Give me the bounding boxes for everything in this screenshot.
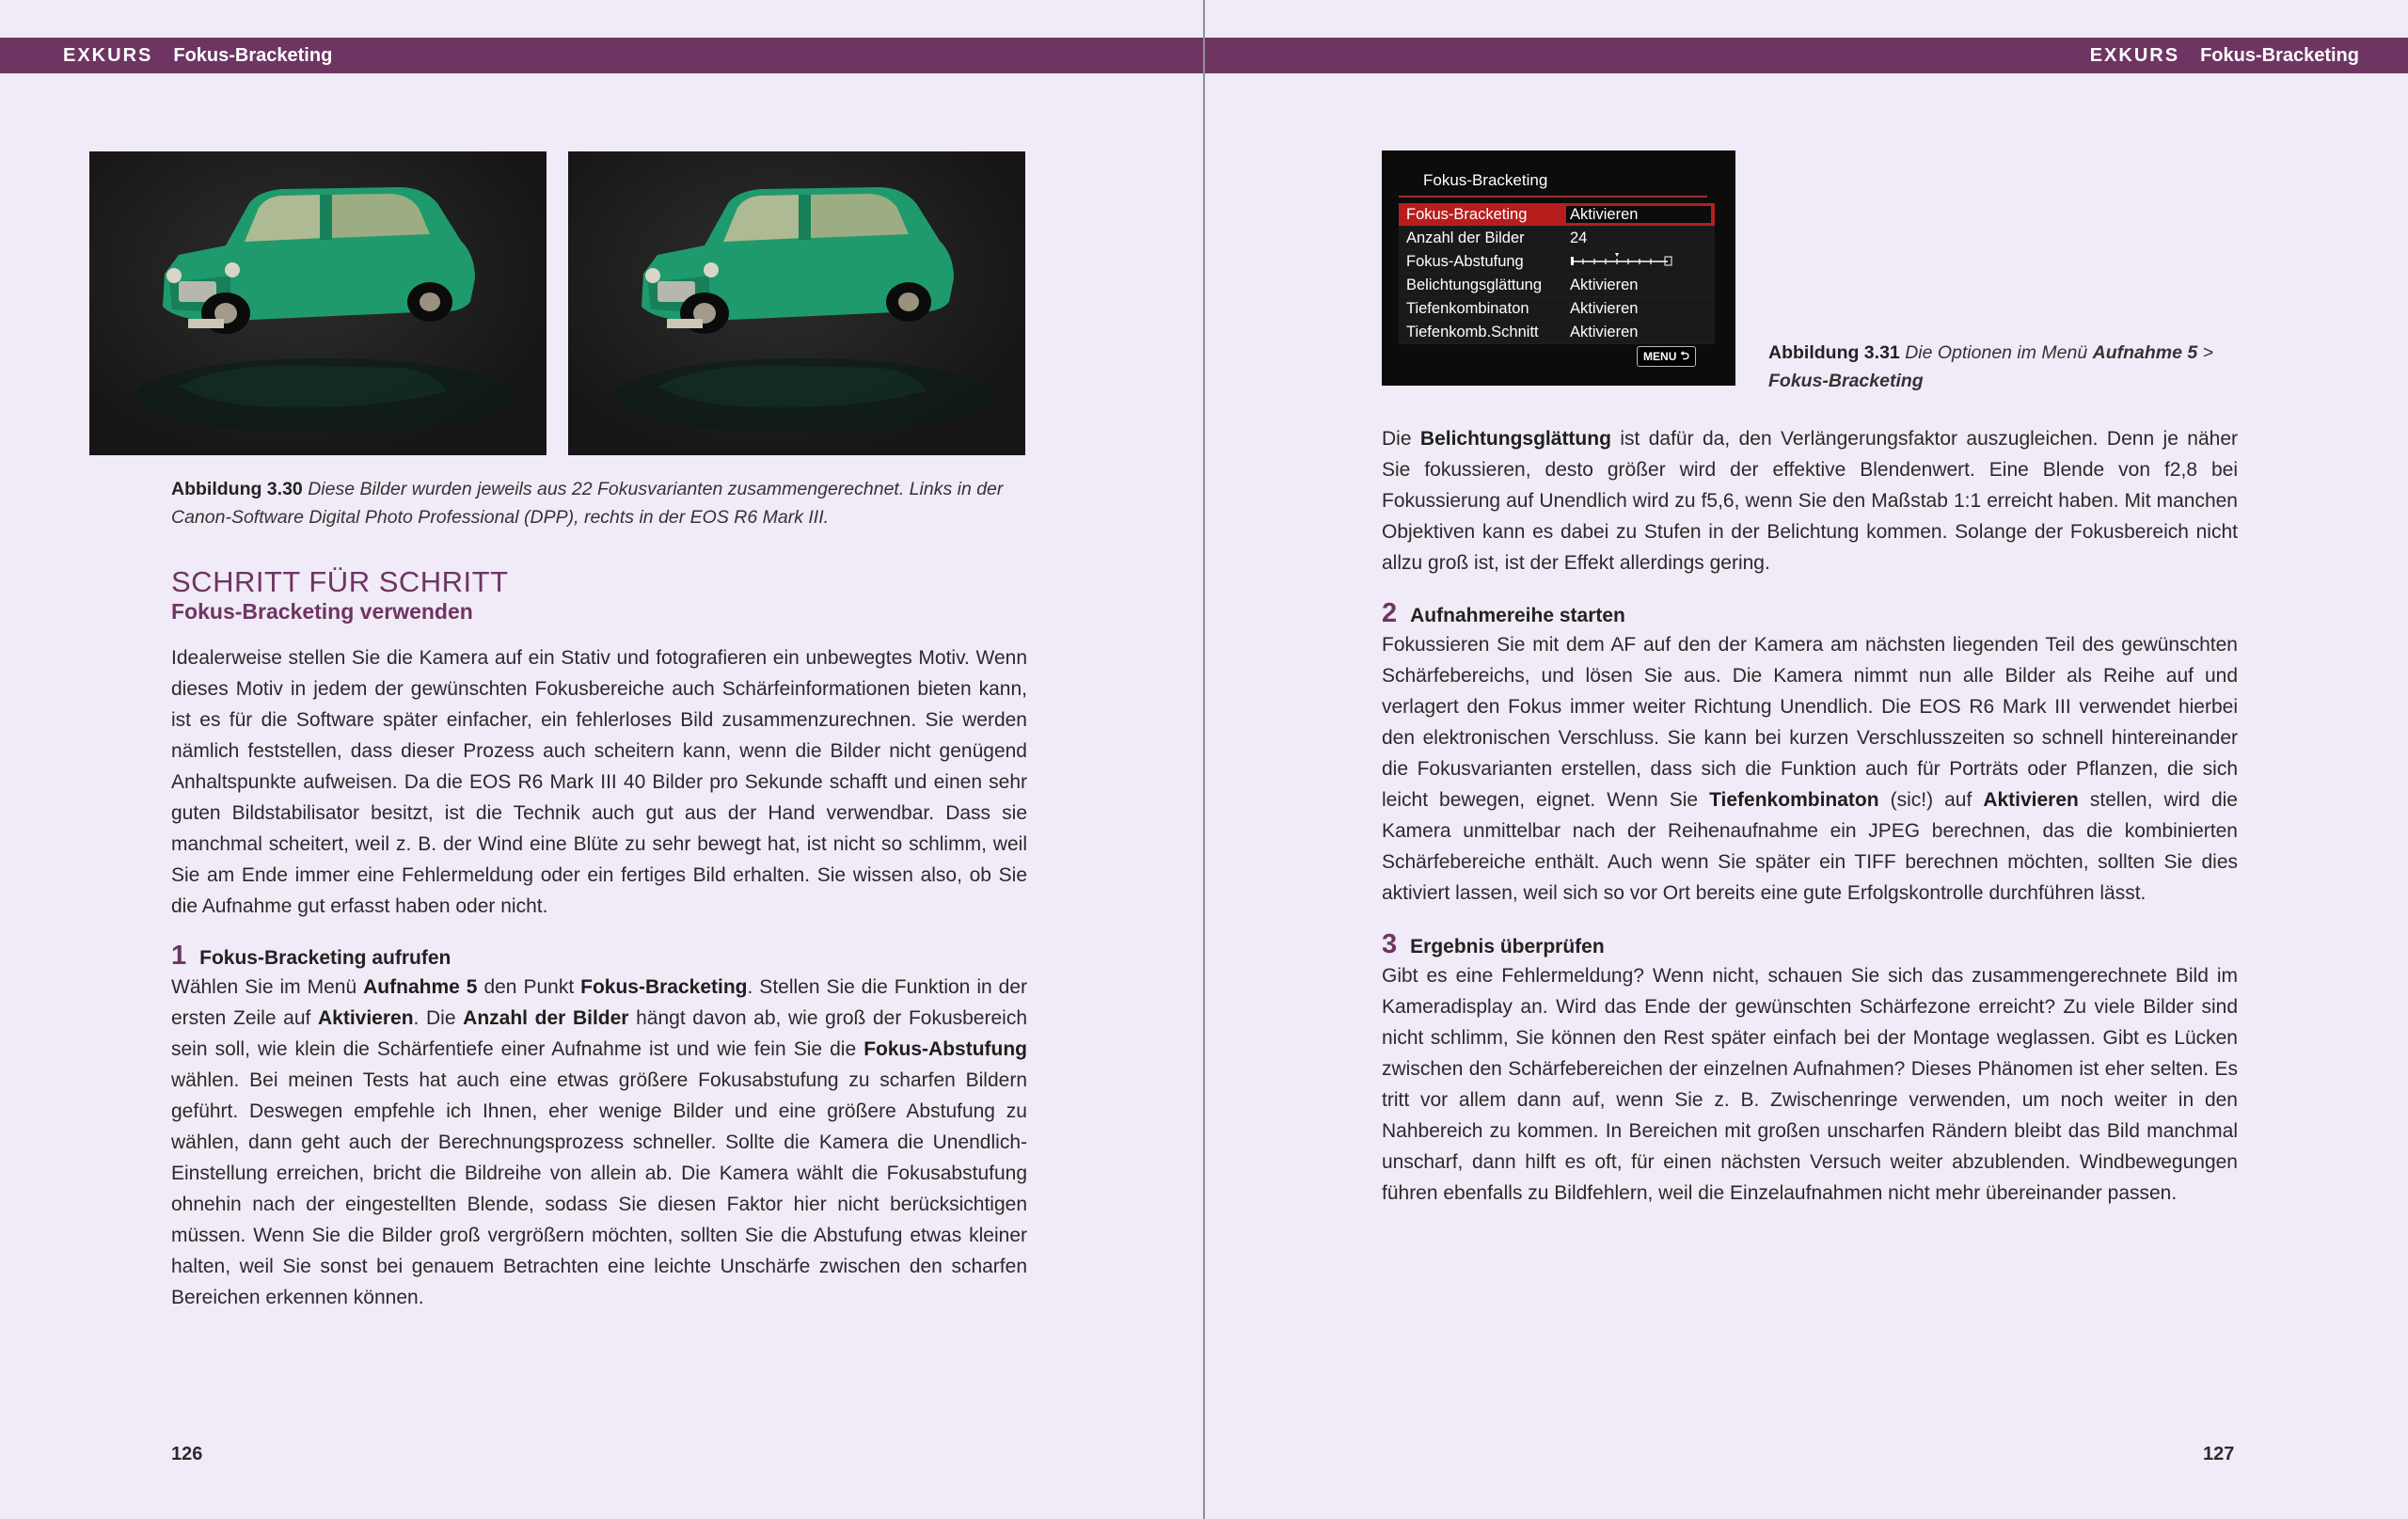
page-number-left: 126 [171,1444,203,1464]
figure-text: Diese Bilder wurden jeweils aus 22 Fokusvarianten zusammengerechnet. Links in der Canon-Software Digital Photo Professional (DPP), rechts in der EOS R6 Mark III. [171,479,1004,528]
step-2-heading [1382,598,2238,629]
camera-menu-screenshot [1382,150,1735,386]
figure-label: Abbildung 3.30 [171,479,303,499]
return-arrow-icon: ⮌ [1680,348,1689,362]
menu-row-depth-composite: Tiefenkombinaton Aktivieren [1399,297,1715,321]
green-toy-car-image [89,151,547,455]
menu-row-focus-increment: Fokus-Abstufung [1399,250,1715,274]
step-1-heading [171,941,1027,972]
step-2 [1382,598,2238,909]
car-photo-camera [568,151,1025,455]
header-topic: Fokus-Bracketing [173,44,333,66]
figure-label: Abbildung 3.31 [1768,342,1900,363]
step-1-title: Fokus-Bracketing aufrufen [199,947,452,969]
menu-title-rule [1399,196,1707,198]
step-2-title: Aufnahmereihe starten [1410,605,1625,626]
menu-row-depth-composite-crop: Tiefenkomb.Schnitt Aktivieren [1399,321,1715,344]
step-1-number: 1 [171,941,187,971]
exposure-smoothing-paragraph: Die Belichtungsglättung ist dafür da, den Verlängerungsfaktor auszugleichen. Denn je näher Sie fokussieren, desto größer wird der effektive Blendenwert. Eine Blende von f2,8 bei Fokussierung auf Unendlich wird zu f5,6, wenn Sie den Maßstab 1:1 erreicht haben. Mit manchen Objektiven kann es dabei zu Stufen in der Belichtung kommen. Solange der Fokusbereich nicht allzu groß ist, ist der Effekt allerdings gering. [1382,428,2238,574]
menu-row-focus-bracketing: Fokus-Bracketing Aktivieren [1399,203,1715,227]
step-3-number: 3 [1382,929,1398,959]
running-header-left [0,38,1203,73]
step-2-number: 2 [1382,598,1398,628]
left-page [0,0,1203,1519]
focus-increment-scale-icon [1566,252,1715,272]
menu-row-number-of-shots: Anzahl der Bilder 24 [1399,227,1715,250]
step-1 [171,941,1027,1313]
green-toy-car-image [568,151,1025,455]
intro-paragraph: Idealerweise stellen Sie die Kamera auf ein Stativ und fotografieren ein unbewegtes Motiv. Wenn dieses Motiv in jedem der gewünschten Fokusbereiche auch Schärfeinformationen bieten kann, ist es für die Software später einfacher, ein fehlerloses Bild zusammenzurechnen. Sie werden nämlich feststellen, dass dieser Prozess auch scheitern kann, wenn die Bilder nicht genügend Anhaltspunkte aufweisen. Da die EOS R6 Mark III 40 Bilder pro Sekunde schafft und einen sehr guten Bildstabilisator besitzt, ist die Technik auch gut aus der Hand verwendbar. Dass sie manchmal scheitert, weil z. B. der Wind eine Blüte zu sehr bewegt hat, ist nicht so schlimm, weil Sie am Ende immer eine Fehlermeldung oder ein fertiges Bild erhalten. Sie wissen also, ob Sie die Aufnahme gut erfasst haben oder nicht. [171,647,1027,917]
header-topic: Fokus-Bracketing [2200,44,2359,66]
menu-row-exposure-smoothing: Belichtungsglättung Aktivieren [1399,274,1715,297]
page-number-right: 127 [2203,1444,2235,1464]
section-title: SCHRITT FÜR SCHRITT [171,565,509,598]
step-3 [1382,929,2238,1209]
figure-caption-3-30 [171,475,1027,531]
step-3-heading [1382,929,2238,960]
header-kicker: EXKURS [2089,44,2180,66]
header-kicker: EXKURS [63,44,153,66]
step-2-text: Fokussieren Sie mit dem AF auf den der Kamera am nächsten liegenden Teil des gewünschten Schärfebereichs, und lösen Sie aus. Die Kamera nimmt nun alle Bilder als Reihe auf und verlagert den Fokus immer weiter Richtung Unendlich. Die EOS R6 Mark III verwendet hierbei den elektronischen Verschluss. Sie kann bei kurzen Verschlusszeiten so schnell hintereinander die Fokusvarianten erstellen, dass sich die Funktion auch für Porträts oder Pflanzen, die sich leicht bewegen, eignet. Wenn Sie Tiefenkombinaton (sic!) auf Aktivieren stellen, wird die Kamera unmittelbar nach der Reihenaufnahme ein JPEG berechnen, das die kombinierten Schärfebereiche enthält. Auch wenn Sie später ein TIFF berechnen möchten, sollten Sie dies aktiviert lassen, weil sich so vor Ort bereits eine gute Erfolgskontrolle durchführen lässt. [1382,634,2238,904]
menu-title: Fokus-Bracketing [1423,171,1548,189]
menu-rows [1399,203,1715,344]
right-page [1205,0,2408,1519]
section-subtitle: Fokus-Bracketing verwenden [171,599,473,624]
figure-text: Die Optionen im Menü Aufnahme 5 > Fokus-Bracketing [1768,342,2214,391]
car-photo-dpp [89,151,547,455]
step-1-text: Wählen Sie im Menü Aufnahme 5 den Punkt Fokus-Bracketing. Stellen Sie die Funktion in der ersten Zeile auf Aktivieren. Die Anzahl der Bilder hängt davon ab, wie groß der Fokusbereich sein soll, wie klein die Schärfentiefe einer Aufnahme ist und wie fein Sie die Fokus-Abstufung wählen. Bei meinen Tests hat auch eine etwas größere Fokusabstufung zu scharfen Bildern geführt. Deswegen empfehle ich Ihnen, eher wenige Bilder und eine größere Abstufung zu wählen, dann geht auch der Berechnungsprozess schneller. Sollte die Kamera die Unendlich-Einstellung erreichen, bricht die Bildreihe von allein ab. Die Kamera wählt die Fokusabstufung ohnehin nach der eingestellten Blende, sodass Sie diesen Faktor hier nicht berücksichtigen müssen. Wenn Sie die Bilder groß vergrößern möchten, sollten Sie die Abstufung etwas kleiner halten, weil Sie sonst bei genauem Betrachten eine leichte Unschärfe zwischen den scharfen Bereichen erkennen können. [171,976,1028,1308]
menu-back-button: MENU ⮌ [1637,346,1696,367]
figure-caption-3-31 [1768,339,2258,395]
step-3-text: Gibt es eine Fehlermeldung? Wenn nicht, schauen Sie sich das zusammengerechnete Bild im Kameradisplay an. Wird das Ende der gewünschten Schärfezone erreicht? Zu viele Bilder sind nicht schlimm, Sie können den Rest später einfach bei der Montage weglassen. Gibt es Lücken zwischen den Schärfebereichen der einzelnen Aufnahmen? Dieses Phänomen ist eher selten. Es tritt vor allem dann auf, wenn Sie z. B. Zwischenringe verwenden, um noch weiter in den Nahbereich zu kommen. In Bereichen mit großen unscharfen Rändern bleibt das Bild manchmal unscharf, dann hilft es oft, für einen nächsten Versuch weiter abzublenden. Windbewegungen führen ebenfalls zu Bildfehlern, weil die Einzelaufnahmen nicht mehr übereinander passen. [1382,965,2238,1204]
running-header-right [1205,38,2408,73]
step-3-title: Ergebnis überprüfen [1410,936,1605,957]
